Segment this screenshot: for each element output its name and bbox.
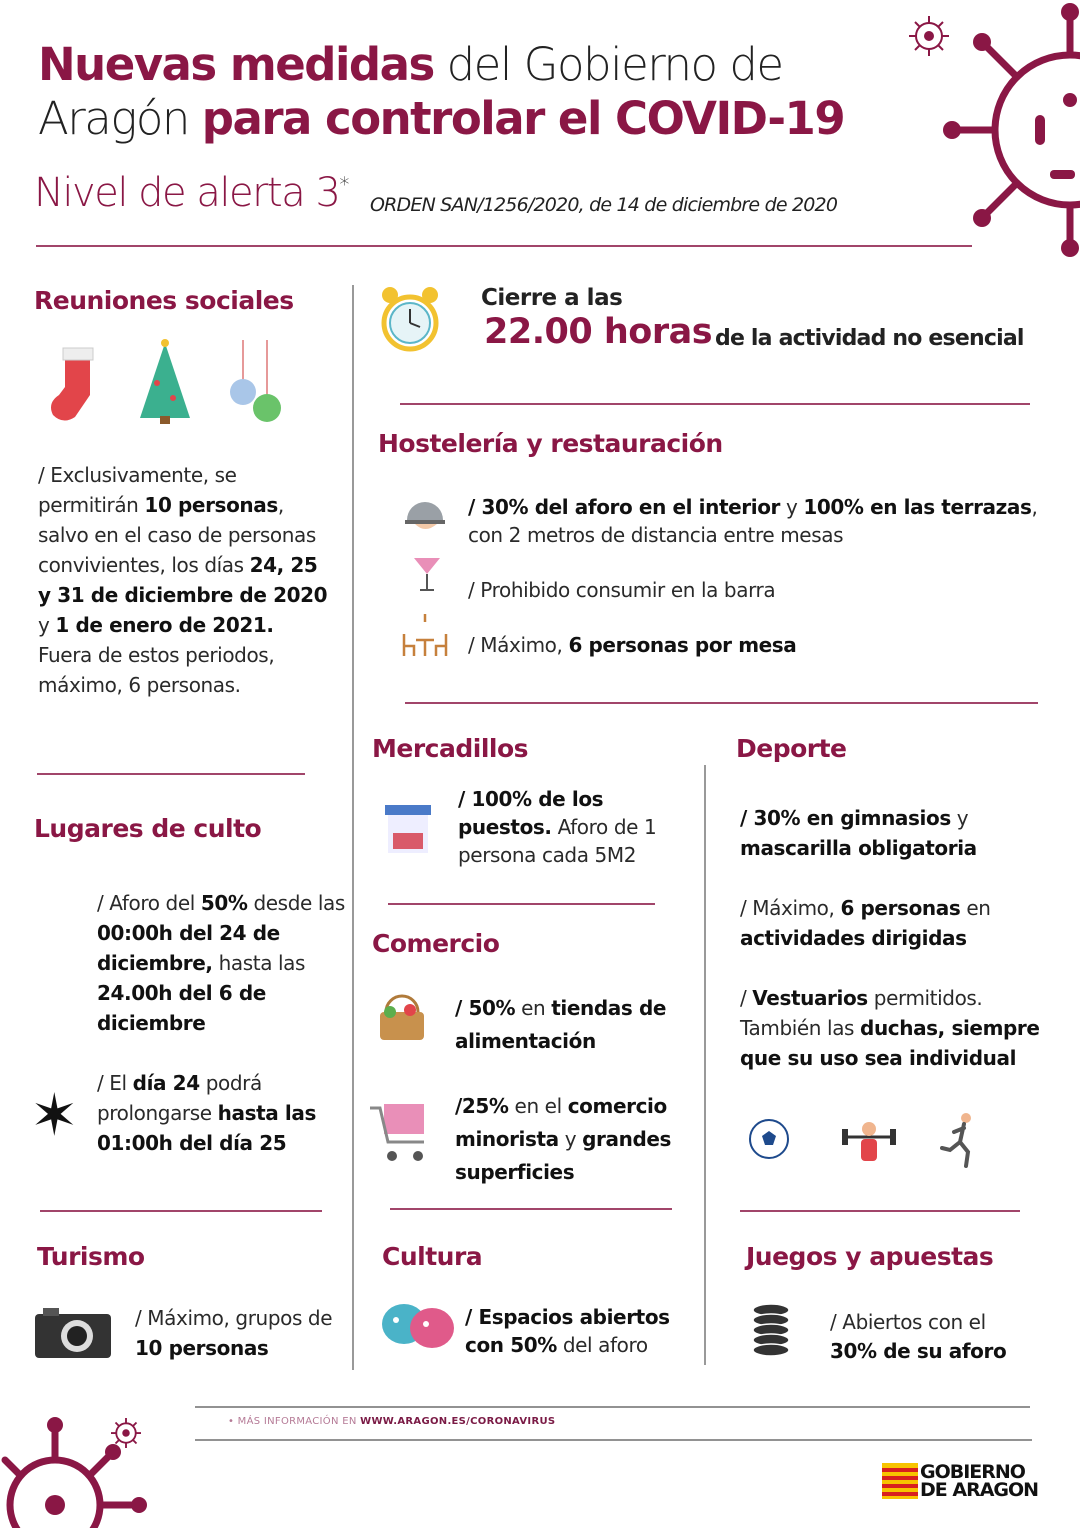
divider [405, 702, 1038, 704]
weightlifter-icon [838, 1115, 900, 1165]
text-segment: actividades dirigidas [740, 926, 967, 950]
market-stall-icon [383, 803, 433, 855]
turismo-text [135, 1303, 335, 1363]
hosteleria-item-2 [468, 575, 1028, 605]
text-segment: /25% [455, 1094, 509, 1118]
cocktail-icon [412, 552, 442, 594]
juegos-text [830, 1308, 1030, 1366]
virus-icon [940, 0, 1080, 260]
order-reference: ORDEN SAN/1256/2020, de 14 de diciembre de 2020 [370, 194, 838, 216]
divider [390, 1208, 672, 1210]
casino-chips-icon [748, 1302, 794, 1358]
text-segment: 24, 25 y 31 de diciembre de 2020 [38, 553, 328, 607]
text-segment: / Espacios abiertos con 50% [465, 1305, 670, 1357]
text-segment: comercio minorista [455, 1094, 667, 1151]
section-title-deporte: Deporte [736, 734, 847, 763]
closing-line1: Cierre a las [481, 285, 623, 311]
text-segment: y [950, 806, 969, 830]
closing-hour: 22.00 horas [484, 312, 713, 352]
christmas-tree-icon [135, 338, 195, 428]
divider [400, 403, 1030, 405]
text-segment: mascarilla obligatoria [740, 836, 977, 860]
text-segment: día 24 [132, 1071, 200, 1095]
text-segment: 100% en las terrazas [803, 495, 1032, 519]
cultura-text [465, 1303, 695, 1359]
text-segment: / [740, 986, 753, 1010]
alert-mark: * [339, 172, 348, 197]
page-title [38, 38, 918, 146]
table-chairs-icon [400, 612, 450, 658]
more-info-label: • MÁS INFORMACIÓN EN [228, 1416, 361, 1427]
reuniones-text [38, 460, 328, 700]
text-segment: 10 personas [144, 493, 278, 517]
logo-line-2: DE ARAGON [920, 1479, 1039, 1501]
deporte-item-2 [740, 893, 1050, 953]
divider [195, 1406, 1030, 1408]
text-segment: y [558, 1127, 583, 1151]
divider [36, 245, 972, 247]
text-segment: tiendas de alimentación [455, 996, 667, 1053]
ornaments-icon [225, 340, 285, 425]
text-segment: podrá prolongarse [97, 1071, 262, 1125]
text-segment: 6 personas [840, 896, 961, 920]
divider [40, 1210, 322, 1212]
more-info-link[interactable]: WWW.ARAGON.ES/CORONAVIRUS [360, 1416, 556, 1427]
section-title-hosteleria: Hostelería y restauración [378, 429, 723, 458]
aragon-flag-icon [882, 1463, 918, 1499]
section-title-culto: Lugares de culto [34, 814, 262, 843]
section-title-cultura: Cultura [382, 1242, 483, 1271]
text-segment: en [960, 896, 991, 920]
stocking-icon [45, 340, 100, 425]
text-segment: hasta las [212, 951, 306, 975]
star-icon: ✶ [30, 1081, 79, 1149]
closing-rest: de la actividad no esencial [715, 326, 1024, 351]
text-segment: / Máximo, [740, 896, 841, 920]
cloche-icon [403, 490, 448, 535]
theater-masks-icon [380, 1300, 456, 1352]
text-segment: 1 de enero de 2021. [55, 613, 274, 637]
divider [740, 1210, 1020, 1212]
text-segment: del Gobierno de [433, 38, 783, 91]
text-segment: / 100% de los puestos. [458, 787, 604, 839]
mercadillos-text [458, 785, 678, 869]
text-segment: / 30% del aforo en el interior [468, 495, 780, 519]
text-segment: / El [97, 1071, 133, 1095]
text-segment: para controlar el COVID-19 [201, 92, 845, 145]
text-segment: / Abiertos con el [830, 1310, 986, 1334]
divider [352, 285, 354, 1370]
text-segment: / Aforo del [97, 891, 201, 915]
text-segment: Fuera de estos periodos, máximo, 6 personas. [38, 643, 275, 697]
food-basket-icon [376, 992, 428, 1044]
text-segment: Aforo de 1 persona cada 5M2 [458, 815, 657, 867]
more-info [228, 1416, 555, 1427]
text-segment: Vestuarios [752, 986, 868, 1010]
culto-text-2 [97, 1068, 342, 1158]
text-segment: Aragón [38, 92, 202, 145]
divider [704, 765, 706, 1365]
text-segment: / Prohibido consumir en la barra [468, 578, 776, 602]
text-segment: / Máximo, grupos de [135, 1306, 333, 1330]
text-segment: 6 personas por mesa [568, 633, 797, 657]
culto-text-1 [97, 888, 347, 1038]
text-segment: grandes superficies [455, 1127, 672, 1184]
divider [195, 1439, 1032, 1441]
text-segment: , con 2 metros de distancia entre mesas [468, 495, 1038, 547]
section-title-reuniones: Reuniones sociales [34, 286, 294, 315]
section-title-juegos: Juegos y apuestas [746, 1242, 994, 1271]
section-title-comercio: Comercio [372, 929, 500, 958]
alert-level-text: Nivel de alerta 3 [34, 170, 340, 216]
gobierno-aragon-logo [882, 1463, 1038, 1499]
text-segment: / Máximo, [468, 633, 569, 657]
section-title-turismo: Turismo [37, 1242, 145, 1271]
text-segment: 00:00h del 24 de diciembre, [97, 921, 280, 975]
text-segment: 30% de su aforo [830, 1339, 1007, 1363]
alarm-clock-icon [378, 283, 442, 357]
text-segment: en el [508, 1094, 568, 1118]
comercio-item-2 [455, 1090, 700, 1189]
text-segment: desde las [247, 891, 345, 915]
text-segment: hasta las 01:00h del día 25 [97, 1101, 316, 1155]
section-title-mercadillos: Mercadillos [372, 734, 529, 763]
text-segment: del aforo [556, 1333, 648, 1357]
text-segment: 10 personas [135, 1336, 269, 1360]
text-segment: , salvo en el caso de personas convivientes, los días [38, 493, 316, 577]
hosteleria-item-3 [468, 630, 1028, 660]
soccer-ball-icon [747, 1117, 791, 1161]
runner-icon [940, 1110, 980, 1170]
deporte-item-3 [740, 983, 1060, 1073]
text-segment: permitidos. También las [740, 986, 983, 1040]
text-segment: en [515, 996, 552, 1020]
text-segment: / 50% [455, 996, 516, 1020]
divider [37, 773, 305, 775]
virus-icon [108, 1415, 144, 1451]
text-segment: / 30% en gimnasios [740, 806, 951, 830]
hosteleria-item-1 [468, 493, 1038, 549]
logo-line-1: GOBIERNO [920, 1461, 1025, 1483]
comercio-item-1 [455, 992, 695, 1058]
text-segment: y [780, 495, 804, 519]
text-segment: y [38, 613, 56, 637]
camera-icon [35, 1308, 111, 1358]
text-segment: duchas, siempre que su uso sea individual [740, 1016, 1040, 1070]
alert-level [34, 170, 348, 216]
text-segment: / Exclusivamente, se permitirán [38, 463, 237, 517]
shopping-cart-icon [368, 1100, 430, 1166]
divider [388, 903, 655, 905]
text-segment: Nuevas medidas [38, 38, 434, 91]
deporte-item-1 [740, 803, 1050, 863]
text-segment: 24.00h del 6 de diciembre [97, 981, 266, 1035]
text-segment: 50% [200, 891, 248, 915]
